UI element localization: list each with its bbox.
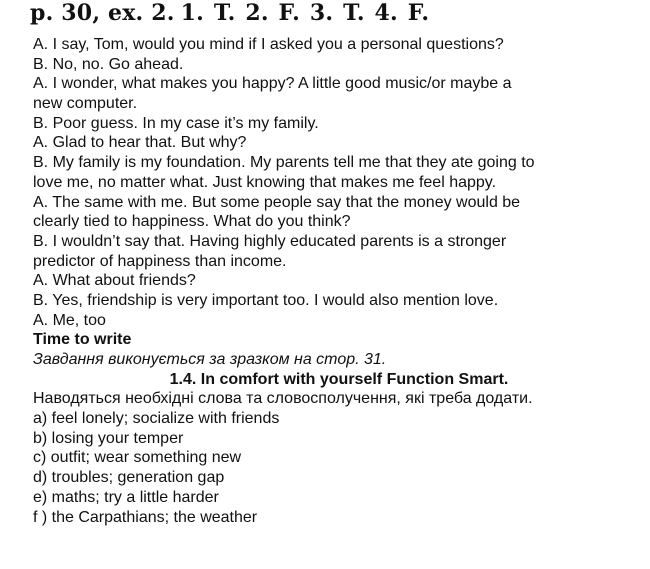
section-instruction: Наводяться необхідні слова та словосполучення, які треба додати. [33,390,533,408]
answer-item: d) troubles; generation gap [33,469,225,487]
dialogue-line: new computer. [33,95,138,113]
time-to-write-heading: Time to write [33,331,132,349]
page-exercise-ref: p. 30, ex. 2. [30,0,175,26]
dialogue-line: A. The same with me. But some people say that the money would be [33,193,521,211]
dialogue-line: predictor of happiness than income. [33,252,287,270]
dialogue-line: A. Me, too [33,311,106,329]
answer-item: f ) the Carpathians; the weather [33,508,258,526]
answer-item: a) feel lonely; socialize with friends [33,410,280,428]
dialogue-line: B. I wouldn’t say that. Having highly educated parents is a stronger [33,232,507,250]
answer-key: 1. T. 2. F. 3. T. 4. F. [180,0,430,26]
document-body [33,35,633,527]
dialogue-line: A. I wonder, what makes you happy? A little good music/or maybe a [33,75,512,93]
dialogue-line: A. I say, Tom, would you mind if I asked you a personal questions? [33,36,504,53]
dialogue-line: B. My family is my foundation. My parents tell me that they ate going to [33,154,535,172]
task-note: Завдання виконується за зразком на стор. 31. [33,351,387,368]
dialogue-line: B. Poor guess. In my case it’s my family. [33,114,319,132]
dialogue-line: A. Glad to hear that. But why? [33,134,247,152]
section-title: 1.4. In comfort with yourself Function Smart. [169,370,509,388]
answer-item: c) outfit; wear something new [33,449,242,467]
dialogue-line: B. Yes, friendship is very important too. I would also mention love. [33,291,499,309]
dialogue-line: love me, no matter what. Just knowing that makes me feel happy. [33,173,497,191]
dialogue-line: A. What about friends? [33,272,196,290]
answer-item: b) losing your temper [33,429,184,447]
dialogue-line: clearly tied to happiness. What do you think? [33,213,351,231]
dialogue-line: B. No, no. Go ahead. [33,55,184,73]
answer-item: e) maths; try a little harder [33,488,219,506]
exercise-header [30,0,429,26]
